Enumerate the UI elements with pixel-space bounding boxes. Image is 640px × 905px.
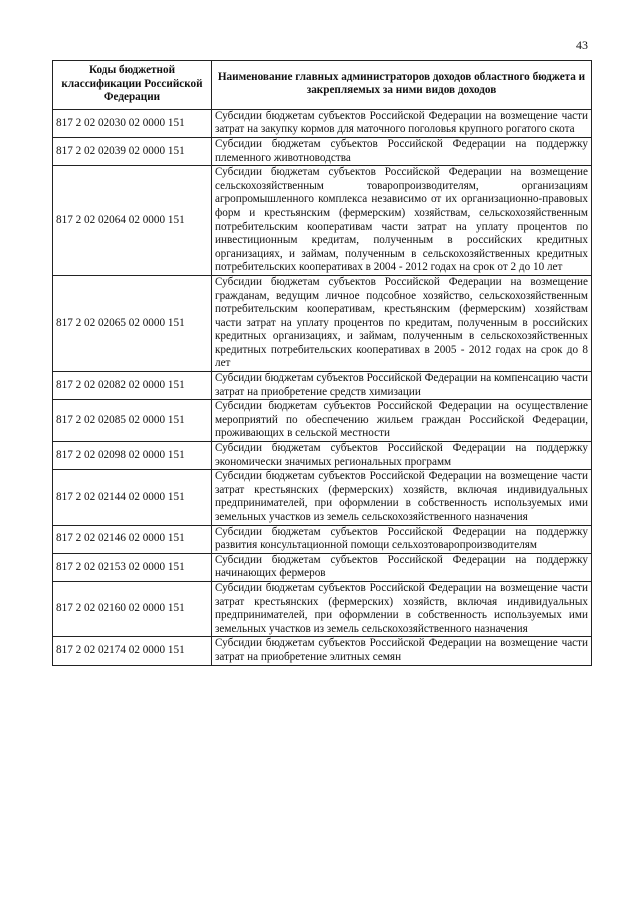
table-row	[53, 109, 592, 137]
revenue-description: Субсидии бюджетам субъектов Российской Федерации на поддержку племенного животноводства	[212, 137, 592, 165]
budget-code: 817 2 02 02160 02 0000 151	[53, 581, 212, 636]
budget-code: 817 2 02 02064 02 0000 151	[53, 166, 212, 276]
column-header-code: Коды бюджетной классификации Российской Федерации	[53, 61, 212, 110]
table-row	[53, 470, 592, 525]
revenue-description: Субсидии бюджетам субъектов Российской Федерации на возмещение сельскохозяйственным товаропроизводителям, организациям агропромышленного комплекса независимо от их организационно-правовых форм и крестьянским (фермерским) хозяйствам, сельскохозяйственным потребительским кооперативам части затрат на уплату процентов по инвестиционным кредитам, полученным в российских кредитных организациях, и займам, полученным в сельскохозяйственных кредитных потребительских кооперативах в 2004 - 2012 годах на срок от 2 до 10 лет	[212, 166, 592, 276]
table-row	[53, 442, 592, 470]
revenue-description: Субсидии бюджетам субъектов Российской Федерации на поддержку начинающих фермеров	[212, 553, 592, 581]
budget-code: 817 2 02 02085 02 0000 151	[53, 400, 212, 442]
table-row	[53, 275, 592, 371]
table-row	[53, 581, 592, 636]
revenue-description: Субсидии бюджетам субъектов Российской Федерации на возмещение части затрат крестьянских (фермерских) хозяйств, включая индивидуальных предпринимателей, при оформлении в собственность используемых ими земельных участков из земель сельскохозяйственного назначения	[212, 581, 592, 636]
budget-code: 817 2 02 02098 02 0000 151	[53, 442, 212, 470]
budget-code: 817 2 02 02030 02 0000 151	[53, 109, 212, 137]
budget-code: 817 2 02 02153 02 0000 151	[53, 553, 212, 581]
table-row	[53, 372, 592, 400]
table-header-row	[53, 61, 592, 110]
table-row	[53, 525, 592, 553]
table-row	[53, 166, 592, 276]
table-row	[53, 553, 592, 581]
revenue-description: Субсидии бюджетам субъектов Российской Федерации на возмещение части затрат на закупку кормов для маточного поголовья крупного рогатого скота	[212, 109, 592, 137]
column-header-name: Наименование главных администраторов доходов областного бюджета и закрепляемых за ними видов доходов	[212, 61, 592, 110]
revenue-description: Субсидии бюджетам субъектов Российской Федерации на возмещение части затрат крестьянских (фермерских) хозяйств, включая индивидуальных предпринимателей, при оформлении в собственность используемых ими земельных участков из земель сельскохозяйственного назначения	[212, 470, 592, 525]
table-row	[53, 637, 592, 665]
revenue-description: Субсидии бюджетам субъектов Российской Федерации на компенсацию части затрат на приобретение средств химизации	[212, 372, 592, 400]
budget-code: 817 2 02 02144 02 0000 151	[53, 470, 212, 525]
budget-code: 817 2 02 02039 02 0000 151	[53, 137, 212, 165]
budget-code: 817 2 02 02065 02 0000 151	[53, 275, 212, 371]
revenue-description: Субсидии бюджетам субъектов Российской Федерации на поддержку развития консультационной помощи сельхозтоваропроизводителям	[212, 525, 592, 553]
page-number: 43	[576, 38, 588, 52]
revenue-description: Субсидии бюджетам субъектов Российской Федерации на возмещение гражданам, ведущим личное подсобное хозяйство, сельскохозяйственным потребительским кооперативам, крестьянским (фермерским) хозяйствам части затрат на уплату процентов по кредитам, полученным в российских кредитных организациях, и займам, полученным в сельскохозяйственных кредитных потребительских кооперативах в 2005 - 2012 годах на срок до 8 лет	[212, 275, 592, 371]
table-row	[53, 400, 592, 442]
revenue-description: Субсидии бюджетам субъектов Российской Федерации на возмещение части затрат на приобретение элитных семян	[212, 637, 592, 665]
revenue-description: Субсидии бюджетам субъектов Российской Федерации на поддержку экономически значимых региональных программ	[212, 442, 592, 470]
budget-code: 817 2 02 02146 02 0000 151	[53, 525, 212, 553]
table-row	[53, 137, 592, 165]
budget-code: 817 2 02 02082 02 0000 151	[53, 372, 212, 400]
budget-code: 817 2 02 02174 02 0000 151	[53, 637, 212, 665]
budget-classification-table	[52, 60, 592, 666]
revenue-description: Субсидии бюджетам субъектов Российской Федерации на осуществление мероприятий по обеспечению жильем граждан Российской Федерации, проживающих в сельской местности	[212, 400, 592, 442]
